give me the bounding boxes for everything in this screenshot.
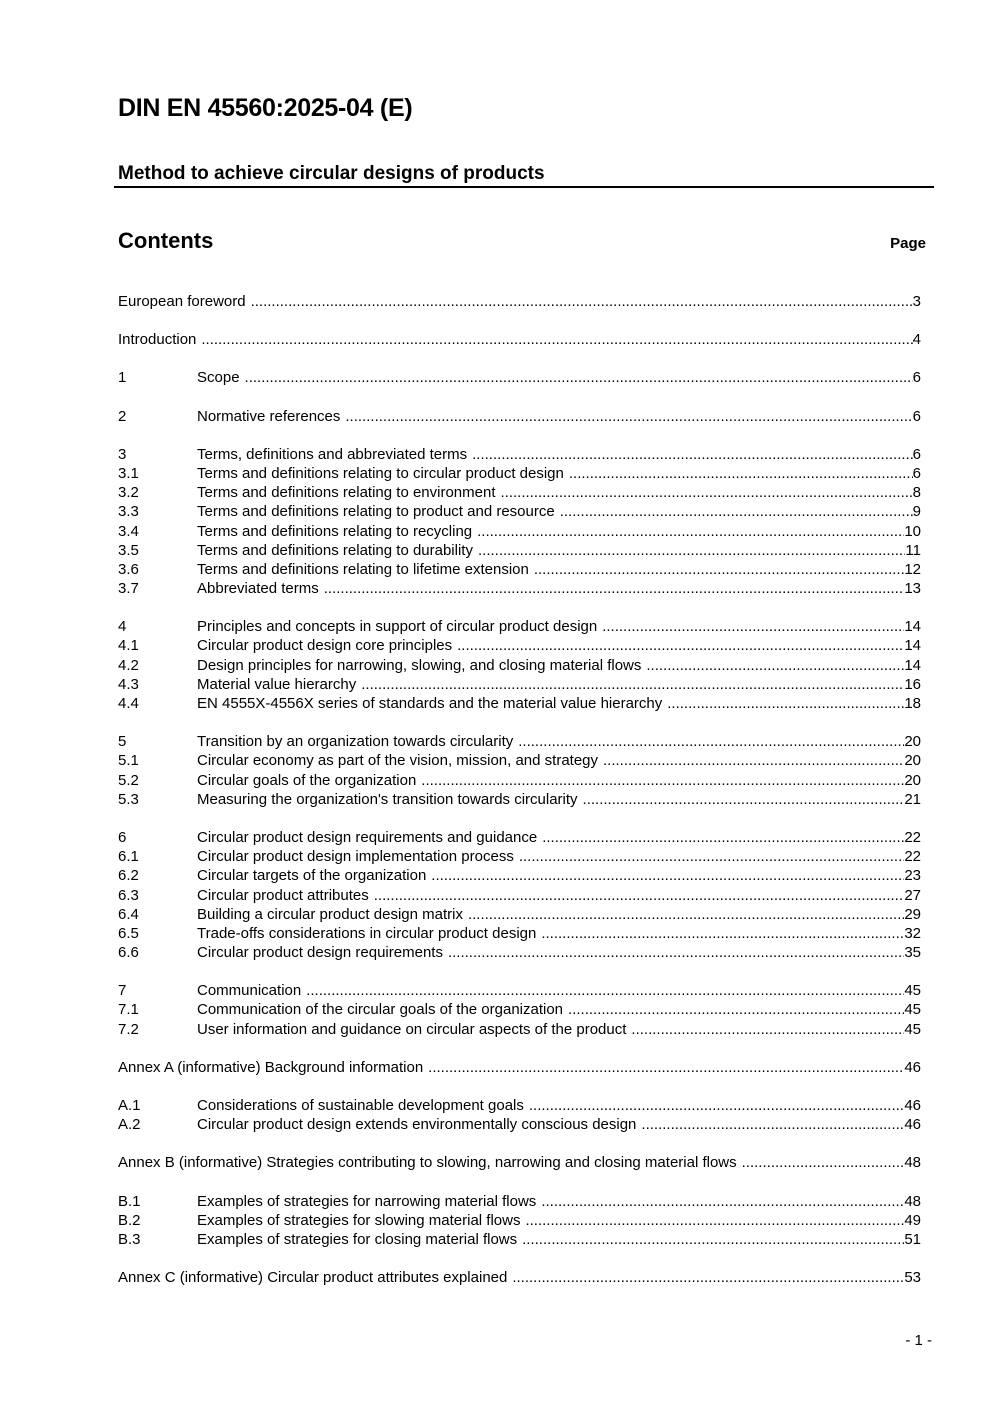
toc-dot-leader [560,502,913,521]
toc-entry-title: Terms, definitions and abbreviated terms [197,445,468,463]
toc-entry-page: 8 [912,484,921,502]
toc-entry-page: 48 [904,1192,921,1210]
toc-dot-leader [541,1192,904,1211]
toc-spacer [118,1134,921,1153]
toc-entry-page: 27 [904,886,921,904]
toc-entry-title: Circular economy as part of the vision, mission, and strategy [197,752,599,770]
toc-entry-page: 51 [904,1230,921,1248]
toc-dot-leader [522,1230,904,1249]
toc-dot-leader [361,675,904,694]
toc-spacer [118,809,921,828]
toc-entry[interactable] [118,886,921,905]
toc-entry-page: 4 [912,331,921,349]
toc-dot-leader [421,771,904,790]
toc-dot-leader [529,1096,904,1115]
toc-entry-number: 7.1 [118,1001,139,1019]
toc-entry-page: 6 [912,407,921,425]
toc-entry-title: Annex C (informative) Circular product attributes explained [118,1269,508,1287]
toc-entry[interactable] [118,790,921,809]
toc-spacer [118,1077,921,1096]
toc-entry[interactable] [118,1058,921,1077]
toc-dot-leader [448,943,904,962]
toc-dot-leader [542,828,904,847]
toc-entry[interactable] [118,1268,921,1287]
toc-entry-title: Terms and definitions relating to recycling [197,522,473,540]
toc-entry-number: A.1 [118,1097,141,1114]
page-number: - 1 - [905,1332,932,1349]
toc-entry[interactable] [118,445,921,464]
toc-entry-page: 53 [904,1269,921,1287]
toc-dot-leader [472,445,913,464]
toc-entry-page: 48 [904,1154,921,1172]
toc-entry-page: 29 [904,905,921,923]
toc-dot-leader [477,522,904,541]
toc-entry-page: 45 [904,1020,921,1038]
toc-entry[interactable] [118,924,921,943]
toc-spacer [118,1173,921,1192]
toc-entry-page: 11 [905,541,921,559]
toc-entry-page: 20 [904,752,921,770]
toc-dot-leader [428,1058,904,1077]
toc-entry-title: Terms and definitions relating to product and resource [197,503,555,521]
toc-entry-title: Examples of strategies for slowing material flows [197,1211,521,1229]
toc-entry-title: Circular product attributes [197,886,369,904]
toc-entry-number: 1 [118,369,127,387]
toc-entry-page: 21 [904,790,921,808]
toc-entry-page: 22 [904,848,921,866]
toc-entry-title: Circular goals of the organization [197,771,417,789]
toc-dot-leader [667,694,904,713]
toc-entry-number: 2 [118,407,127,425]
toc-entry-number: 5 [118,733,127,751]
toc-entry-number: 4.3 [118,675,139,693]
toc-entry[interactable] [118,617,921,636]
toc-dot-leader [374,886,905,905]
toc-entry-title: Terms and definitions relating to lifetime extension [197,560,529,578]
toc-entry-title: Circular targets of the organization [197,867,427,885]
toc-entry-page: 6 [912,369,921,387]
toc-entry[interactable] [118,751,921,770]
toc-entry-number: 3.3 [118,503,139,521]
toc-entry-title: Circular product design requirements and guidance [197,828,538,846]
toc-entry[interactable] [118,694,921,713]
toc-dot-leader [525,1211,904,1230]
toc-entry[interactable] [118,636,921,655]
toc-entry-number: A.2 [118,1116,141,1134]
toc-entry-number: 3 [118,445,127,463]
toc-entry[interactable] [118,866,921,885]
toc-entry-number: 3.5 [118,541,139,559]
toc-entry-page: 6 [912,445,921,463]
toc-entry-number: 4.1 [118,637,139,655]
toc-entry-title: Normative references [197,407,341,425]
toc-dot-leader [518,732,904,751]
header-rule [114,186,934,188]
toc-entry-title: Scope [197,369,240,387]
toc-entry-title: Considerations of sustainable development goals [197,1097,524,1114]
toc-dot-leader [478,541,905,560]
toc-entry-number: 6.5 [118,924,139,942]
toc-entry-number: 6.2 [118,867,139,885]
toc-dot-leader [541,924,904,943]
toc-entry[interactable] [118,675,921,694]
toc-entry-page: 45 [904,982,921,1000]
contents-heading: Contents [118,228,214,253]
toc-entry[interactable] [118,905,921,924]
toc-dot-leader [583,790,905,809]
toc-entry[interactable] [118,981,921,1000]
toc-entry[interactable] [118,1096,921,1115]
toc-entry-number: 3.2 [118,484,139,502]
toc-dot-leader [201,330,912,349]
toc-entry-title: Terms and definitions relating to environment [197,484,496,502]
toc-dot-leader [501,483,913,502]
toc-entry[interactable] [118,502,921,521]
toc-dot-leader [431,866,904,885]
toc-entry-title: Introduction [118,331,197,349]
toc-dot-leader [602,617,904,636]
toc-entry-page: 20 [904,771,921,789]
toc-entry-number: B.1 [118,1192,141,1210]
toc-entry-number: 6 [118,828,127,846]
toc-entry[interactable] [118,1000,921,1019]
toc-entry-page: 10 [904,522,921,540]
toc-entry-page: 46 [904,1116,921,1134]
toc-entry[interactable] [118,464,921,483]
toc-entry-number: B.2 [118,1211,141,1229]
toc-entry-page: 46 [904,1097,921,1114]
toc-spacer [118,426,921,445]
toc-dot-leader [742,1153,905,1172]
toc-entry-title: Transition by an organization towards circularity [197,733,514,751]
toc-entry-number: 5.1 [118,752,139,770]
toc-entry-title: Measuring the organization's transition towards circularity [197,790,578,808]
toc-entry-number: 4.2 [118,656,139,674]
toc-entry-title: Circular product design core principles [197,637,453,655]
toc-spacer [118,311,921,330]
toc-dot-leader [519,847,904,866]
toc-entry-number: 7 [118,982,127,1000]
toc-entry-title: Examples of strategies for closing material flows [197,1230,518,1248]
toc-entry-page: 45 [904,1001,921,1019]
toc-entry-title: European foreword [118,293,246,310]
toc-dot-leader [251,292,913,311]
toc-dot-leader [603,751,904,770]
toc-entry-title: Abbreviated terms [197,580,319,598]
toc-dot-leader [245,368,913,387]
document-number: DIN EN 45560:2025-04 (E) [118,94,413,122]
toc-entry[interactable] [118,1153,921,1172]
toc-entry-number: 5.3 [118,790,139,808]
toc-entry[interactable] [118,847,921,866]
toc-entry[interactable] [118,368,921,387]
toc-entry-page: 32 [904,924,921,942]
toc-entry[interactable] [118,560,921,579]
toc-entry-page: 14 [904,618,921,636]
toc-entry-page: 46 [904,1058,921,1076]
toc-entry[interactable] [118,579,921,598]
toc-entry-page: 13 [904,580,921,598]
toc-spacer [118,713,921,732]
toc-entry-page: 18 [904,695,921,712]
toc-entry[interactable] [118,330,921,349]
toc-spacer [118,1249,921,1268]
toc-entry-number: 4 [118,618,127,636]
toc-entry-number: 3.6 [118,560,139,578]
toc-entry-title: Communication [197,982,302,1000]
toc-entry-number: 5.2 [118,771,139,789]
toc-entry-number: B.3 [118,1230,141,1248]
toc-entry[interactable] [118,541,921,560]
toc-spacer [118,388,921,407]
toc-entry-number: 6.6 [118,944,139,962]
toc-entry-number: 6.4 [118,905,139,923]
toc-entry[interactable] [118,483,921,502]
toc-entry-page: 49 [904,1211,921,1229]
toc-entry[interactable] [118,943,921,962]
toc-dot-leader [306,981,904,1000]
toc-entry[interactable] [118,407,921,426]
toc-dot-leader [568,1000,904,1019]
toc-dot-leader [631,1020,904,1039]
toc-entry-number: 3.1 [118,464,139,482]
toc-entry-number: 6.3 [118,886,139,904]
toc-dot-leader [345,407,912,426]
toc-dot-leader [534,560,904,579]
toc-entry-title: Terms and definitions relating to durability [197,541,473,559]
toc-entry[interactable] [118,1230,921,1249]
toc-dot-leader [468,905,904,924]
toc-entry[interactable] [118,1192,921,1211]
toc-entry-page: 6 [912,464,921,482]
toc-entry[interactable] [118,1211,921,1230]
toc-entry[interactable] [118,522,921,541]
document-subtitle: Method to achieve circular designs of products [118,163,545,184]
toc-dot-leader [569,464,913,483]
toc-entry[interactable] [118,1020,921,1039]
toc-entry-page: 12 [904,560,921,578]
toc-entry[interactable] [118,656,921,675]
toc-entry-page: 35 [904,944,921,962]
toc-entry-title: Communication of the circular goals of the organization [197,1001,564,1019]
toc-spacer [118,598,921,617]
toc-entry[interactable] [118,292,921,311]
toc-entry-title: Annex B (informative) Strategies contributing to slowing, narrowing and closing material flows [118,1154,737,1172]
toc-entry-number: 3.7 [118,580,139,598]
toc-entry-title: EN 4555X-4556X series of standards and the material value hierarchy [197,695,663,712]
toc-entry[interactable] [118,732,921,751]
toc-entry-page: 16 [904,675,921,693]
toc-entry-title: Material value hierarchy [197,675,357,693]
page-column-label: Page [890,235,926,252]
toc-dot-leader [646,656,904,675]
toc-entry-page: 14 [904,656,921,674]
toc-dot-leader [641,1115,904,1134]
toc-entry-page: 3 [912,293,921,310]
toc-entry[interactable] [118,771,921,790]
toc-entry-title: Building a circular product design matrix [197,905,463,923]
toc-dot-leader [457,636,904,655]
toc-entry-page: 14 [904,637,921,655]
toc-entry-title: Circular product design implementation process [197,848,514,866]
toc-spacer [118,1039,921,1058]
table-of-contents [118,292,921,1287]
toc-entry-page: 9 [912,503,921,521]
toc-dot-leader [324,579,905,598]
toc-entry-page: 23 [904,867,921,885]
toc-entry[interactable] [118,1115,921,1134]
toc-entry[interactable] [118,828,921,847]
toc-entry-page: 22 [904,828,921,846]
toc-entry-title: Design principles for narrowing, slowing, and closing material flows [197,656,642,674]
toc-entry-title: Principles and concepts in support of circular product design [197,618,598,636]
toc-entry-title: Annex A (informative) Background information [118,1058,424,1076]
toc-entry-number: 6.1 [118,848,139,866]
toc-entry-number: 4.4 [118,695,139,712]
toc-entry-page: 20 [904,733,921,751]
toc-entry-title: Trade-offs considerations in circular product design [197,924,537,942]
toc-entry-title: Circular product design requirements [197,944,443,962]
toc-entry-title: Terms and definitions relating to circular product design [197,464,564,482]
toc-entry-number: 3.4 [118,522,139,540]
toc-entry-number: 7.2 [118,1020,139,1038]
toc-dot-leader [512,1268,904,1287]
toc-entry-title: Circular product design extends environmentally conscious design [197,1116,637,1134]
toc-spacer [118,349,921,368]
toc-entry-title: Examples of strategies for narrowing material flows [197,1192,537,1210]
toc-entry-title: User information and guidance on circular aspects of the product [197,1020,627,1038]
toc-spacer [118,962,921,981]
